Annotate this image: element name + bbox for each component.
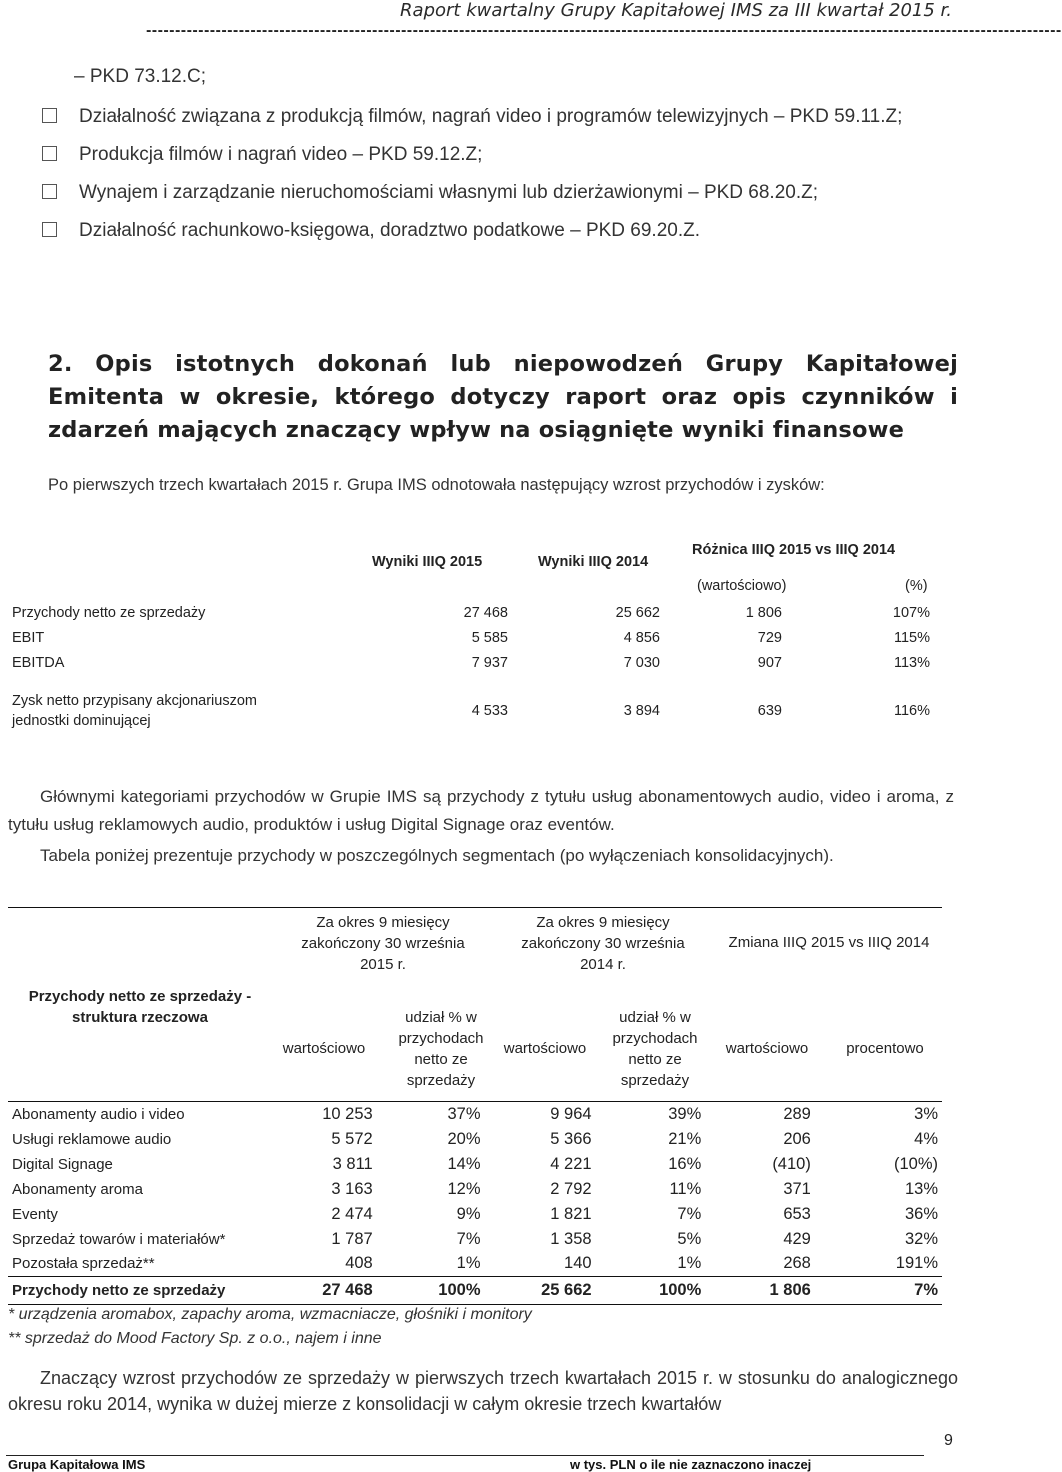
footer-company: Grupa Kapitałowa IMS — [8, 1457, 146, 1472]
table-row: Sprzedaż towarów i materiałów* 1 787 7% 1 358 5% 429 32% — [12, 1230, 938, 1248]
activity-item: Wynajem i zarządzanie nieruchomościami własnymi lub dzierżawionymi – PKD 68.20.Z; — [42, 182, 818, 204]
results-rows — [12, 600, 930, 747]
section-intro: Po pierwszych trzech kwartałach 2015 r. Grupa IMS odnotowała następujący wzrost przychodów i zysków: — [48, 476, 825, 494]
footnote-1: * urządzenia aromabox, zapachy aroma, wzmacniacze, głośniki i monitory — [8, 1306, 532, 1323]
section-heading: 2. Opis istotnych dokonań lub niepowodzeń Grupy Kapitałowej Emitenta w okresie, którego dotyczy raport oraz opis czynników i zdarzeń mających znaczący wpływ na osiągnięte wyniki finansowe — [48, 351, 958, 443]
paragraph-segments-intro: Tabela poniżej prezentuje przychody w poszczególnych segmentach (po wyłączeniach konsolidacyjnych). — [40, 846, 834, 865]
table-row: Eventy 2 474 9% 1 821 7% 653 36% — [12, 1205, 938, 1223]
table-row: Pozostała sprzedaż** 408 1% 140 1% 268 191% — [8, 1252, 942, 1276]
col-share-2015: udział % w przychodach netto ze sprzedaży — [398, 1009, 484, 1089]
table-row: Usługi reklamowe audio 5 572 20% 5 366 21% 206 4% — [12, 1130, 938, 1148]
table-row: Przychody netto ze sprzedaży 27 468 25 662 1 806 107% — [12, 604, 930, 621]
period-2014-header: Za okres 9 miesięcy zakończony 30 września 2014 r. — [521, 914, 685, 973]
segments-table-top-border — [8, 907, 942, 908]
segments-table-title: Przychody netto ze sprzedaży - struktura rzeczowa — [28, 988, 252, 1026]
table-row: Abonamenty audio i video 10 253 37% 9 964 39% 289 3% — [12, 1105, 938, 1123]
results-col-diff: Różnica IIIQ 2015 vs IIIQ 2014 — [692, 542, 896, 558]
activity-continuation: – PKD 73.12.C; — [74, 66, 207, 87]
col-value-change: wartościowo — [725, 1040, 809, 1057]
activity-item: Działalność związana z produkcją filmów, nagrań video i programów telewizyjnych – PKD 59.11.Z; — [42, 106, 902, 128]
paragraph-categories: Głównymi kategoriami przychodów w Grupie IMS są przychody z tytułu usług abonamentowych audio, video i aroma, z tytułu usług reklamowych audio, produktów i usług Digital Signage oraz eventów. — [8, 787, 954, 834]
table-row: Digital Signage 3 811 14% 4 221 16% (410) (10%) — [12, 1155, 938, 1173]
report-title: Raport kwartalny Grupy Kapitałowej IMS za III kwartał 2015 r. — [400, 0, 952, 21]
results-sub-value: (wartościowo) — [697, 578, 787, 594]
checkbox-bullet-icon — [42, 146, 57, 161]
footer-units: w tys. PLN o ile nie zaznaczono inaczej — [570, 1457, 812, 1472]
checkbox-bullet-icon — [42, 108, 57, 123]
table-row: Zysk netto przypisany akcjonariuszom jednostki dominującej 4 533 3 894 639 116% — [12, 693, 930, 729]
segments-rows — [8, 1102, 942, 1305]
page-number: 9 — [944, 1432, 953, 1449]
table-row: Abonamenty aroma 3 163 12% 2 792 11% 371 13% — [12, 1180, 938, 1198]
checkbox-bullet-icon — [42, 184, 57, 199]
paragraph-growth: Znaczący wzrost przychodów ze sprzedaży w pierwszych trzech kwartałach 2015 r. w stosunku do analogicznego okresu roku 2014, wynika w dużej mierze z konsolidacji w całym okresie trzech kwartałów — [8, 1368, 958, 1414]
footnote-2: ** sprzedaż do Mood Factory Sp. z o.o., najem i inne — [8, 1330, 382, 1347]
activity-item: Działalność rachunkowo-księgowa, doradztwo podatkowe – PKD 69.20.Z. — [42, 220, 700, 242]
table-row: EBIT 5 585 4 856 729 115% — [12, 629, 930, 646]
change-header: Zmiana IIIQ 2015 vs IIIQ 2014 — [728, 934, 930, 951]
col-share-2014: udział % w przychodach netto ze sprzedaży — [612, 1009, 698, 1089]
header-dash-line: -------------------------------------------------------------------------------------------------------------------------------------------------------------- — [146, 24, 1062, 39]
results-sub-pct: (%) — [905, 578, 928, 594]
activity-item: Produkcja filmów i nagrań video – PKD 59.12.Z; — [42, 144, 482, 166]
col-value-2015: wartościowo — [282, 1040, 366, 1057]
table-total-row: Przychody netto ze sprzedaży 27 468 100% 25 662 100% 1 806 7% — [8, 1276, 942, 1304]
results-col-2014: Wyniki IIIQ 2014 — [538, 554, 649, 570]
checkbox-bullet-icon — [42, 222, 57, 237]
table-row: EBITDA 7 937 7 030 907 113% — [12, 654, 930, 671]
col-percent-change: procentowo — [846, 1040, 924, 1057]
results-col-2015: Wyniki IIIQ 2015 — [372, 554, 483, 570]
period-2015-header: Za okres 9 miesięcy zakończony 30 września 2015 r. — [301, 914, 465, 973]
footer-rule — [6, 1455, 924, 1456]
col-value-2014: wartościowo — [503, 1040, 587, 1057]
